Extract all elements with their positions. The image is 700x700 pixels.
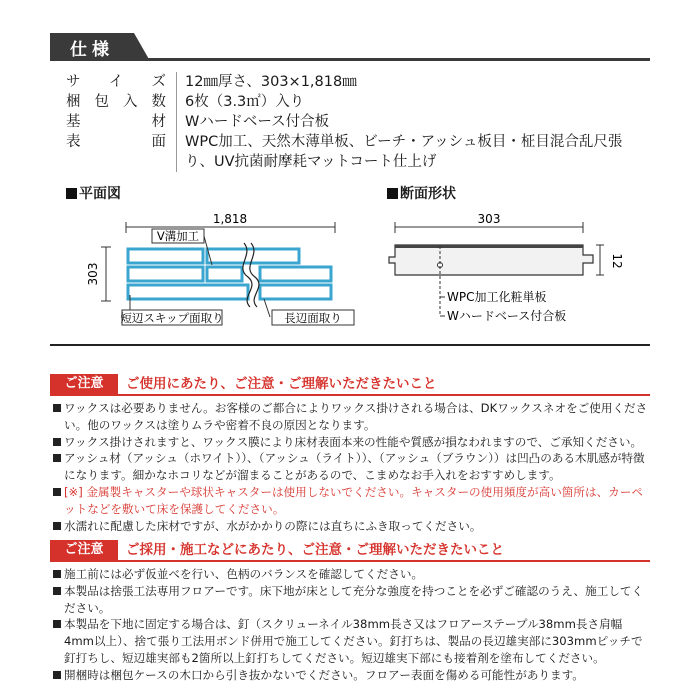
notice-usage-list <box>52 400 652 534</box>
layer1-label: WPC加工化粧単板 <box>447 290 547 304</box>
spec-row-pack <box>66 92 625 112</box>
notice-usage-item: アッシュ材（アッシュ（ホワイト））、（アッシュ（ライト））、（アッシュ（ブラウン））は凹凸のある木肌感が特徴になります。細かなホコリなどが溜まることがあるので、こまめなお手入れをおすすめします。 <box>52 450 652 484</box>
notice-usage-item: ワックス掛けされますと、ワックス膜により床材表面本来の性能や質感が損なわれますので、ご承知ください。 <box>52 434 652 451</box>
layer2-label: Wハードベース付合板 <box>447 309 567 323</box>
notice-install-list <box>52 566 652 684</box>
spec-header-bar <box>50 33 650 61</box>
plan-view-diagram <box>70 205 370 340</box>
spec-value-base: Wハードベース付合板 <box>185 114 330 130</box>
notice-install-item: 本製品は捨張工法専用フロアーです。床下地が床として充分な強度を持つことを必ずご確認のうえ、施工してください。 <box>52 583 652 617</box>
plan-height-label: 303 <box>86 262 100 286</box>
spec-row-base <box>66 112 625 132</box>
spec-label-surface: 表 面 <box>66 134 166 150</box>
spec-label-pack: 梱 包 入 数 <box>66 94 166 110</box>
notice-usage-item: ワックスは必要ありません。お客様のご都合によりワックス掛けされる場合は、DKワックスネオをご使用ください。他のワックスは塗りムラや密着不良の原因となります。 <box>52 400 652 434</box>
notice-install-item: 開梱時は梱包ケースの木口から引き抜かないでください。フロアー表面を傷める可能性があります。 <box>52 667 652 684</box>
section-view-heading: 断面形状 <box>387 183 456 203</box>
spec-table <box>66 72 625 172</box>
notice-install-title: ご採用・施工などにあたり、ご注意・ご理解いただきたいこと <box>126 542 504 558</box>
section-divider <box>50 344 650 346</box>
plan-width-label: 1,818 <box>212 212 248 226</box>
notice-install-header <box>50 540 650 562</box>
section-thickness-label: 12 <box>610 253 624 269</box>
notice-usage-item-warning: [※] 金属製キャスターや球状キャスターは使用しないでください。キャスターの使用頻度が高い箇所は、カーペットなどを敷いて床を保護してください。 <box>52 484 652 518</box>
notice-install-item: 本製品を下地に固定する場合は、釘（スクリューネイル38mm長さ又はフロアーステープル38mm長さ肩幅4mm以上）、捨て張り工法用ボンド併用で施工してください。釘打ちは、製品の長辺雄実部に303mmピッチで釘打ちし、短辺雄実部も2箇所以上釘打ちしてください。短辺雄実下部にも接着剤を塗布してください。 <box>52 616 652 666</box>
notice-install-tag: ご注意 <box>50 540 118 560</box>
spec-label-base: 基 材 <box>66 114 166 130</box>
spec-value-pack: 6枚（3.3㎡）入り <box>185 94 305 110</box>
spec-row-surface <box>66 132 625 172</box>
plan-view-heading: 平面図 <box>66 183 121 203</box>
section-view-diagram <box>385 205 655 330</box>
spec-title: 仕様 <box>70 40 114 60</box>
section-width-label: 303 <box>477 212 501 226</box>
notice-usage-header <box>50 374 650 396</box>
notice-usage-tag: ご注意 <box>50 374 118 394</box>
notice-usage-title: ご使用にあたり、ご注意・ご理解いただきたいこと <box>126 376 437 392</box>
long-edge-label: 長辺面取り <box>284 311 342 325</box>
spec-value-size: 12㎜厚さ、303×1,818㎜ <box>185 74 357 90</box>
spec-row-size <box>66 72 625 92</box>
spec-value-surface: WPC加工、天然木薄単板、ビーチ・アッシュ板目・柾目混合乱尺張り、UV抗菌耐摩耗マットコート仕上げ <box>185 134 623 170</box>
notice-install-item: 施工前には必ず仮並べを行い、色柄のバランスを確認してください。 <box>52 566 652 583</box>
groove-label: V溝加工 <box>156 229 200 243</box>
notice-usage-item: 水濡れに配慮した床材ですが、水がかかりの際には直ちにふき取ってください。 <box>52 518 652 535</box>
spec-label-size: サ イ ズ <box>66 74 166 90</box>
short-edge-label: 短辺スキップ面取り <box>120 311 224 325</box>
